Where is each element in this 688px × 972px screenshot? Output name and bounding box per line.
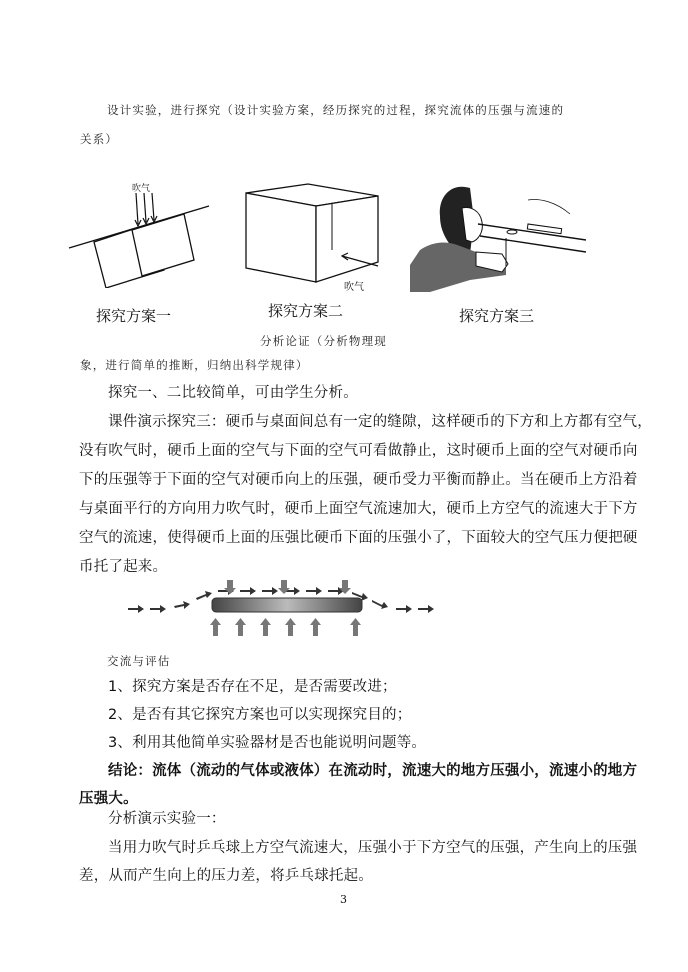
figure-2-paper-bridge	[238, 178, 388, 298]
evaluation-item-3: 3、利用其他简单实验器材是否也能说明问题等。	[108, 735, 427, 751]
analysis-heading-cont: 象，进行简单的推断，归纳出科学规律）	[80, 358, 309, 372]
paragraph-demo-line-4: 与桌面平行的方向用力吹气时，硬币上面空气流速加大，硬币上方空气的流速大于下方	[79, 501, 638, 517]
exchange-heading: 交流与评估	[107, 654, 171, 668]
demo-line-1: 当用力吹气时乒乓球上方空气流速大，压强小于下方空气的压强，产生向上的压强	[108, 840, 638, 856]
page-number: 3	[340, 893, 347, 906]
conclusion-line-2: 压强大。	[79, 791, 138, 807]
figure-3-girl-blowing-coin	[410, 180, 586, 292]
evaluation-item-1: 1、探究方案是否存在不足，是否需要改进；	[108, 679, 397, 695]
conclusion-line-1: 结论：流体（流动的气体或液体）在流动时，流速大的地方压强小，流速小的地方	[108, 763, 638, 779]
analysis-heading: 分析论证（分析物理现	[260, 334, 387, 348]
demo-heading: 分析演示实验一：	[108, 811, 226, 827]
paragraph-intro: 探究一、二比较简单，可由学生分析。	[108, 385, 358, 401]
paragraph-demo-line-3: 下的压强等于下面的空气对硬币向上的压强，硬币受力平衡而静止。当在硬币上方沿着	[79, 472, 638, 488]
evaluation-item-2: 2、是否有其它探究方案也可以实现探究目的；	[108, 707, 412, 723]
paragraph-demo-line-6: 币托了起来。	[79, 559, 168, 575]
figure-1-caption: 探究方案一	[96, 307, 172, 325]
figure-1-two-sheets	[64, 178, 224, 288]
figure-1-label: 吹气	[132, 184, 151, 194]
figure-3-caption: 探究方案三	[459, 307, 535, 325]
design-heading: 设计实验，进行探究（设计实验方案，经历探究的过程，探究流体的压强与流速的	[107, 103, 565, 117]
airflow-coin-diagram	[120, 578, 450, 638]
figure-2-label: 吹气	[344, 282, 364, 293]
paragraph-demo-line-2: 没有吹气时，硬币上面的空气与下面的空气可看做静止，这时硬币上面的空气对硬币向	[79, 443, 638, 459]
figure-2-caption: 探究方案二	[268, 302, 344, 320]
paragraph-demo-line-1: 课件演示探究三：硬币与桌面间总有一定的缝隙，这样硬币的下方和上方都有空气，	[108, 414, 652, 430]
design-heading-cont: 关系）	[80, 132, 119, 146]
demo-line-2: 差，从而产生向上的压力差，将乒乓球托起。	[79, 868, 373, 884]
paragraph-demo-line-5: 空气的流速，使得硬币上面的压强比硬币下面的压强小了，下面较大的空气压力便把硬	[79, 530, 638, 546]
